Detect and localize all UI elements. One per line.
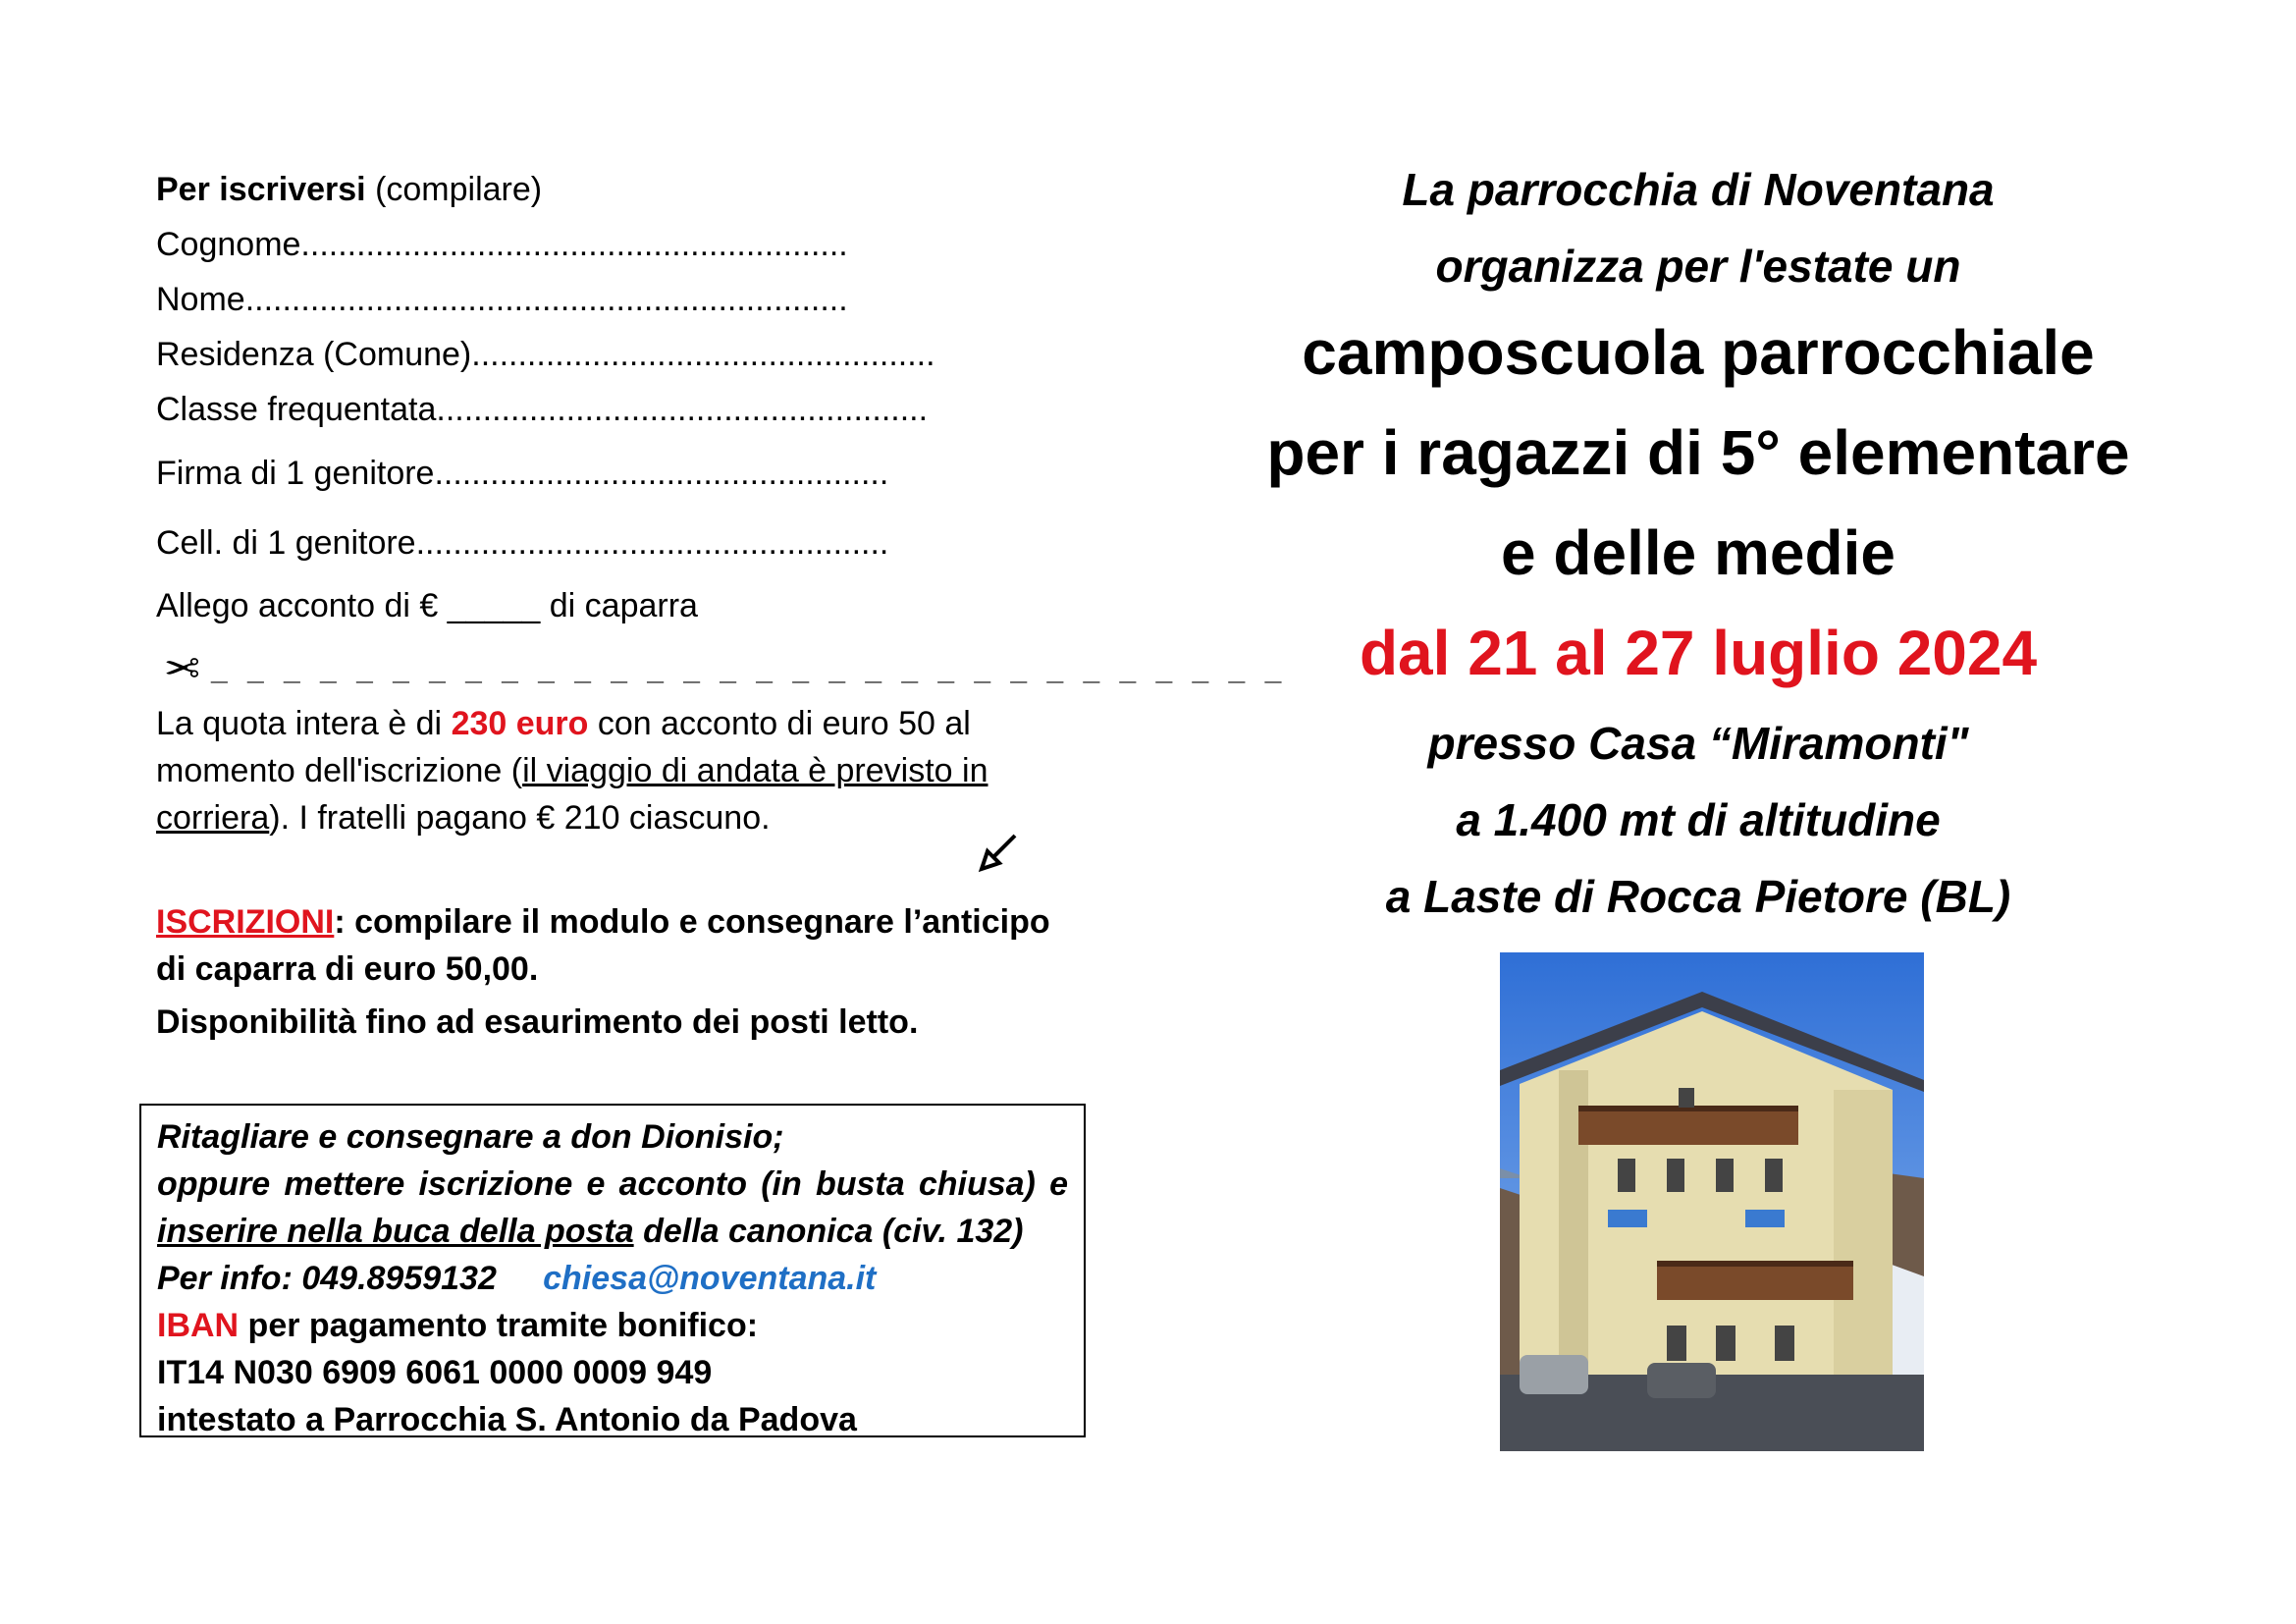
venue-line-1: presso Casa “Miramonti" [1427,718,1969,769]
email-link[interactable]: chiesa@noventana.it [543,1260,877,1297]
field-cell[interactable]: Cell. di 1 genitore................................................... [156,524,889,562]
cut-line: ✂ _ _ _ _ _ _ _ _ _ _ _ _ _ _ _ _ _ _ _ _ _ _ _ _ _ _ _ _ _ _ [164,645,1288,693]
headline-title: camposcuola parrocchiale [1302,317,2095,388]
field-classe[interactable]: Classe frequentata..................................................... [156,391,929,428]
venue-line-3: a Laste di Rocca Pietore (BL) [1385,871,2011,922]
quota-amount: 230 euro [451,705,589,742]
headline-date: dal 21 al 27 luglio 2024 [1359,618,2038,688]
iban-label: IBAN [157,1307,240,1344]
field-cognome[interactable]: Cognome........................................................... [156,226,848,263]
iscrizioni-label: ISCRIZIONI [156,903,335,941]
field-firma[interactable]: Firma di 1 genitore................................................. [156,455,889,492]
headline-line-2: organizza per l'estate un [1435,241,1961,292]
field-acconto[interactable]: Allego acconto di € _____ di caparra [156,587,698,624]
field-residenza[interactable]: Residenza (Comune).................................................. [156,336,935,373]
venue-line-2: a 1.400 mt di altitudine [1456,794,1941,845]
headline-line-1: La parrocchia di Noventana [1402,164,1995,215]
casa-miramonti-photo [1500,952,1924,1451]
field-nome[interactable]: Nome................................................................. [156,281,848,318]
arrow-down-left-icon [976,830,1021,875]
phone-number: Per info: 049.8959132 [157,1260,497,1297]
scissors-icon: ✂ [164,645,200,693]
quota-paragraph: La quota intera è di 230 euro con acconto di euro 50 al momento dell'iscrizione (il viaggio di andata è previsto in corriera). I fratelli pagano € 210 ciascuno. [156,705,988,837]
iscrizioni-paragraph: ISCRIZIONI: compilare il modulo e consegnare l’anticipo di caparra di euro 50,00. Disponibilità fino ad esaurimento dei posti letto. [156,903,1050,1041]
form-title: Per iscriversi (compilare) [156,171,543,208]
headline-audience-2: e delle medie [1501,517,1896,588]
headline-audience: per i ragazzi di 5° elementare [1266,417,2130,488]
info-box: Ritagliare e consegnare a don Dionisio; oppure mettere iscrizione e acconto (in busta chiusa) e inserire nella buca della posta della canonica (civ. 132) Per info: 049.8959132 chiesa@noventana.it IBAN per pagamento tramite bonifico: IT14 N030 6909 6061 0000 0009 949 intestato a Parrocchia S. Antonio da Padova [139,1104,1086,1437]
iban-number: IT14 N030 6909 6061 0000 0009 949 [157,1354,713,1391]
